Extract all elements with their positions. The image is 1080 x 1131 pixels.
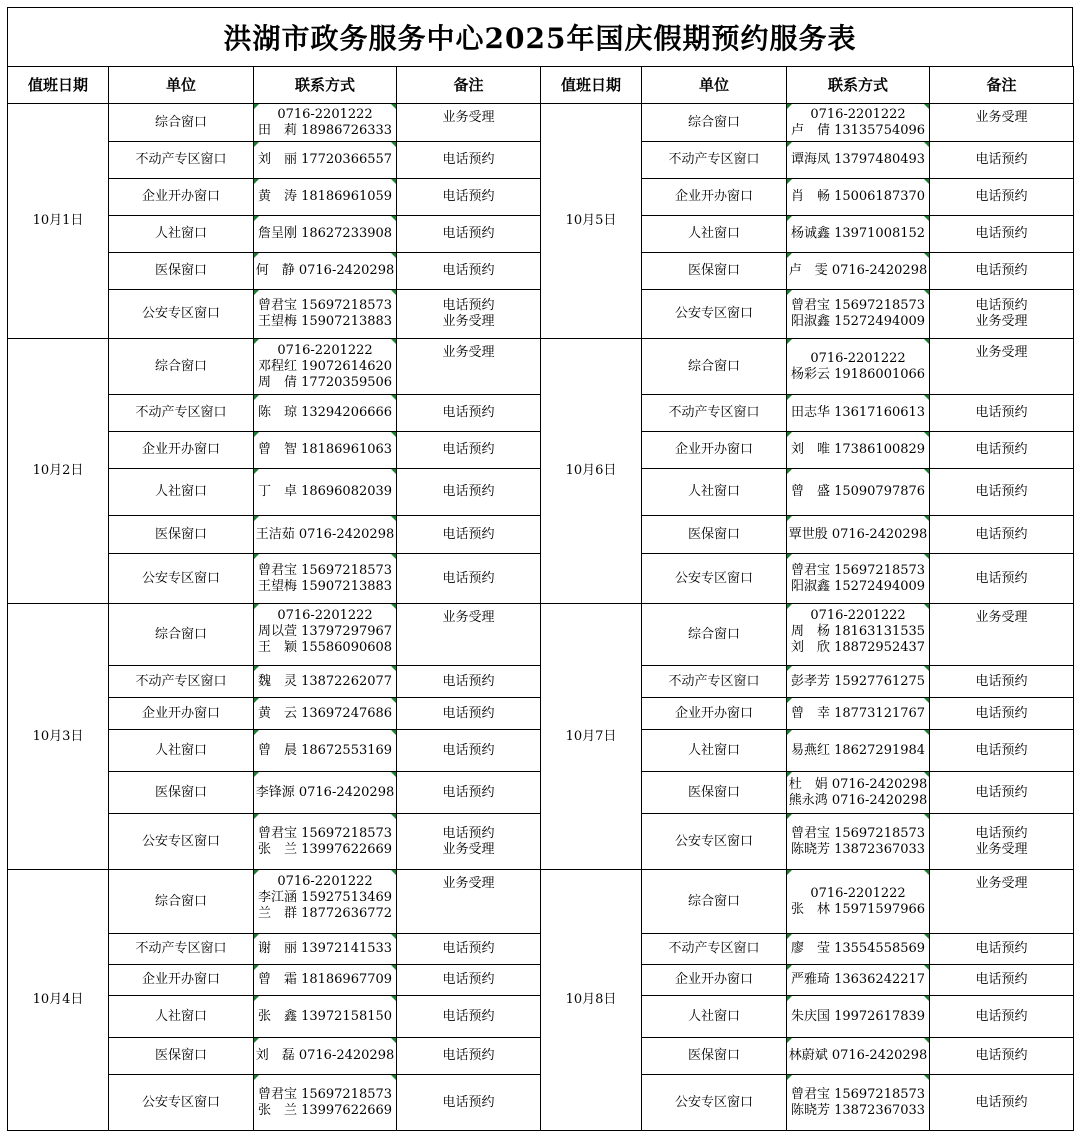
contact-info-line: 兰 群 18772636772 — [257, 906, 393, 921]
contact-info — [787, 814, 930, 870]
contact-info — [254, 395, 397, 432]
note-line: 电话预约 — [442, 1048, 495, 1063]
unit-name: 综合窗口 — [642, 104, 787, 142]
contact-info — [254, 934, 397, 965]
note-line: 电话预约 — [442, 263, 495, 278]
unit-name: 不动产专区窗口 — [109, 395, 254, 432]
note — [930, 339, 1074, 395]
note — [930, 216, 1074, 253]
note-line: 电话预约 — [975, 941, 1028, 956]
contact-info — [254, 996, 397, 1038]
unit-name: 综合窗口 — [109, 870, 254, 934]
contact-info-line: 0716-2201222 — [277, 343, 373, 358]
contact-info — [787, 516, 930, 554]
contact-info-line: 谢 丽 13972141533 — [257, 941, 393, 956]
contact-info-line: 陈 琼 13294206666 — [257, 405, 393, 420]
note — [397, 666, 541, 698]
note — [930, 253, 1074, 290]
duty-date: 10月6日 — [541, 339, 642, 604]
contact-info-line: 曾 智 18186961063 — [257, 442, 393, 457]
note-line: 电话预约 — [442, 405, 495, 420]
duty-date: 10月3日 — [8, 604, 109, 870]
note — [397, 965, 541, 996]
contact-info-line: 0716-2201222 — [810, 350, 906, 366]
contact-info — [787, 554, 930, 604]
contact-info-line: 彭孝芳 15927761275 — [790, 673, 926, 689]
contact-info-line: 曾君宝 15697218573 — [790, 298, 926, 313]
contact-info — [254, 516, 397, 554]
unit-name: 公安专区窗口 — [109, 554, 254, 604]
table-row — [8, 604, 1074, 666]
contact-info — [254, 814, 397, 870]
contact-info-line: 曾君宝 15697218573 — [257, 825, 393, 841]
note-line: 电话预约 — [442, 484, 495, 499]
note — [397, 996, 541, 1038]
contact-info-line: 严雅琦 13636242217 — [790, 972, 926, 987]
contact-info — [254, 698, 397, 730]
note-line: 电话预约 — [975, 570, 1028, 586]
unit-name: 公安专区窗口 — [642, 290, 787, 339]
note — [397, 516, 541, 554]
note — [397, 814, 541, 870]
note-line: 电话预约 — [442, 1008, 495, 1024]
unit-name: 企业开办窗口 — [109, 179, 254, 216]
contact-info-line: 李江涵 15927513469 — [257, 890, 393, 905]
contact-info — [254, 772, 397, 814]
note — [930, 432, 1074, 469]
contact-info-line: 刘 丽 17720366557 — [257, 152, 393, 167]
contact-info — [787, 1038, 930, 1075]
contact-info-line: 黄 涛 18186961059 — [257, 189, 393, 204]
unit-name: 企业开办窗口 — [109, 432, 254, 469]
unit-name: 企业开办窗口 — [642, 179, 787, 216]
note-line: 电话预约 — [975, 742, 1028, 758]
note-line: 电话预约 — [442, 152, 495, 167]
unit-name: 不动产专区窗口 — [642, 395, 787, 432]
unit-name: 公安专区窗口 — [642, 554, 787, 604]
note — [397, 253, 541, 290]
contact-info — [254, 1038, 397, 1075]
note-line: 电话预约 — [975, 705, 1028, 721]
note-line: 电话预约 — [975, 526, 1028, 542]
note-line: 电话预约 — [975, 405, 1028, 420]
page-title: 洪湖市政务服务中心2025年国庆假期预约服务表 — [7, 7, 1073, 66]
table-row — [8, 870, 1074, 934]
note — [397, 698, 541, 730]
note-line: 电话预约 — [975, 152, 1028, 167]
contact-info-line: 王洁茹 0716-2420298 — [255, 526, 395, 542]
note-line: 电话预约 — [442, 941, 495, 956]
contact-info-line: 肖 畅 15006187370 — [790, 189, 926, 204]
contact-info-line: 曾君宝 15697218573 — [257, 1086, 393, 1102]
contact-info — [787, 253, 930, 290]
header-contact: 联系方式 — [787, 67, 930, 104]
unit-name: 医保窗口 — [109, 253, 254, 290]
contact-info-line: 0716-2201222 — [810, 885, 906, 901]
contact-info-line: 曾君宝 15697218573 — [257, 298, 393, 313]
contact-info-line: 曾君宝 15697218573 — [790, 1086, 926, 1102]
note — [397, 469, 541, 516]
note — [397, 1075, 541, 1131]
duty-date: 10月4日 — [8, 870, 109, 1131]
note-line: 电话预约 — [442, 189, 495, 204]
unit-name: 不动产专区窗口 — [109, 666, 254, 698]
note — [397, 934, 541, 965]
note — [930, 1038, 1074, 1075]
contact-info-line: 张 兰 13997622669 — [257, 841, 393, 857]
contact-info — [787, 395, 930, 432]
contact-info — [787, 666, 930, 698]
note — [397, 216, 541, 253]
contact-info — [254, 1075, 397, 1131]
note-line: 电话预约 — [442, 972, 495, 987]
note — [397, 730, 541, 772]
contact-info-line: 0716-2201222 — [810, 608, 906, 623]
unit-name: 企业开办窗口 — [642, 965, 787, 996]
contact-info-line: 曾 盛 15090797876 — [790, 484, 926, 499]
contact-info-line: 田志华 13617160613 — [790, 405, 926, 420]
contact-info-line: 曾 晨 18672553169 — [257, 742, 393, 758]
note-line: 电话预约 — [442, 298, 495, 313]
duty-date: 10月5日 — [541, 104, 642, 339]
note — [930, 814, 1074, 870]
contact-info-line: 0716-2201222 — [810, 106, 906, 122]
contact-info-line: 杨诚鑫 13971008152 — [790, 226, 926, 241]
note-line: 电话预约 — [975, 1094, 1028, 1110]
note — [930, 179, 1074, 216]
table-row — [8, 339, 1074, 395]
note-line: 电话预约 — [975, 1048, 1028, 1063]
note — [397, 432, 541, 469]
contact-info — [787, 965, 930, 996]
note — [930, 395, 1074, 432]
header-note: 备注 — [397, 67, 541, 104]
contact-info — [787, 730, 930, 772]
contact-info — [787, 698, 930, 730]
header-row — [8, 67, 1074, 104]
contact-info-line: 熊永鸿 0716-2420298 — [788, 792, 928, 808]
unit-name: 公安专区窗口 — [642, 814, 787, 870]
contact-info-line: 阳淑鑫 15272494009 — [790, 314, 926, 329]
header-date: 值班日期 — [541, 67, 642, 104]
note-line: 业务受理 — [442, 314, 495, 329]
unit-name: 人社窗口 — [109, 216, 254, 253]
note — [397, 179, 541, 216]
note — [930, 870, 1074, 934]
note — [930, 516, 1074, 554]
note-line: 电话预约 — [975, 1008, 1028, 1024]
duty-date: 10月2日 — [8, 339, 109, 604]
unit-name: 人社窗口 — [642, 216, 787, 253]
contact-info-line: 覃世殷 0716-2420298 — [788, 526, 928, 542]
contact-info-line: 林蔚斌 0716-2420298 — [788, 1048, 928, 1063]
contact-info-line: 易燕红 18627291984 — [790, 742, 926, 758]
contact-info-line: 卢 雯 0716-2420298 — [788, 263, 928, 278]
note-line: 业务受理 — [975, 841, 1028, 857]
contact-info-line: 0716-2201222 — [277, 106, 373, 122]
contact-info — [254, 179, 397, 216]
note-line: 电话预约 — [975, 263, 1028, 278]
unit-name: 综合窗口 — [109, 604, 254, 666]
unit-name: 人社窗口 — [642, 730, 787, 772]
contact-info — [254, 432, 397, 469]
contact-info — [787, 772, 930, 814]
contact-info-line: 张 鑫 13972158150 — [257, 1008, 393, 1024]
contact-info — [787, 432, 930, 469]
contact-info — [787, 179, 930, 216]
contact-info-line: 张 兰 13997622669 — [257, 1102, 393, 1118]
note-line: 电话预约 — [442, 705, 495, 721]
note — [930, 1075, 1074, 1131]
unit-name: 公安专区窗口 — [109, 814, 254, 870]
contact-info — [254, 554, 397, 604]
contact-info-line: 阳淑鑫 15272494009 — [790, 578, 926, 594]
unit-name: 企业开办窗口 — [109, 698, 254, 730]
duty-date: 10月7日 — [541, 604, 642, 870]
note — [397, 290, 541, 339]
contact-info — [254, 666, 397, 698]
table-row — [8, 104, 1074, 142]
note — [397, 339, 541, 395]
note-line: 业务受理 — [442, 876, 495, 891]
contact-info — [254, 730, 397, 772]
unit-name: 不动产专区窗口 — [642, 666, 787, 698]
contact-info-line: 邓程红 19072614620 — [257, 359, 393, 374]
unit-name: 人社窗口 — [109, 996, 254, 1038]
unit-name: 综合窗口 — [642, 339, 787, 395]
schedule-sheet — [7, 7, 1073, 1131]
duty-date: 10月1日 — [8, 104, 109, 339]
contact-info-line: 陈晓芳 13872367033 — [790, 841, 926, 857]
contact-info — [787, 604, 930, 666]
unit-name: 人社窗口 — [642, 469, 787, 516]
header-date: 值班日期 — [8, 67, 109, 104]
contact-info-line: 丁 卓 18696082039 — [257, 484, 393, 499]
note — [397, 772, 541, 814]
unit-name: 医保窗口 — [109, 1038, 254, 1075]
note-line: 业务受理 — [975, 610, 1028, 625]
note-line: 电话预约 — [442, 226, 495, 241]
note-line: 电话预约 — [975, 298, 1028, 313]
contact-info-line: 黄 云 13697247686 — [257, 705, 393, 721]
note-line: 电话预约 — [975, 189, 1028, 204]
contact-info-line: 张 林 15971597966 — [790, 901, 926, 917]
contact-info — [787, 104, 930, 142]
unit-name: 综合窗口 — [642, 604, 787, 666]
note-line: 业务受理 — [442, 610, 495, 625]
note-line: 电话预约 — [442, 825, 495, 841]
unit-name: 人社窗口 — [642, 996, 787, 1038]
note — [930, 934, 1074, 965]
note — [930, 965, 1074, 996]
note — [397, 104, 541, 142]
unit-name: 医保窗口 — [642, 1038, 787, 1075]
note — [930, 142, 1074, 179]
contact-info — [254, 104, 397, 142]
note — [397, 604, 541, 666]
note — [930, 996, 1074, 1038]
contact-info — [787, 996, 930, 1038]
note-line: 电话预约 — [975, 825, 1028, 841]
note-line: 电话预约 — [442, 570, 495, 586]
note — [930, 698, 1074, 730]
note-line: 电话预约 — [975, 226, 1028, 241]
unit-name: 医保窗口 — [642, 516, 787, 554]
note — [930, 730, 1074, 772]
unit-name: 综合窗口 — [642, 870, 787, 934]
note-line: 电话预约 — [975, 784, 1028, 800]
unit-name: 公安专区窗口 — [109, 1075, 254, 1131]
note-line: 业务受理 — [975, 110, 1028, 125]
note-line: 电话预约 — [442, 742, 495, 758]
contact-info — [787, 870, 930, 934]
unit-name: 不动产专区窗口 — [642, 142, 787, 179]
contact-info-line: 周以萱 13797297967 — [257, 624, 393, 639]
header-unit: 单位 — [109, 67, 254, 104]
note-line: 业务受理 — [442, 841, 495, 857]
contact-info-line: 王望梅 15907213883 — [257, 578, 393, 594]
contact-info — [254, 469, 397, 516]
unit-name: 医保窗口 — [109, 772, 254, 814]
note — [930, 104, 1074, 142]
unit-name: 企业开办窗口 — [642, 698, 787, 730]
contact-info-line: 杜 娟 0716-2420298 — [788, 776, 928, 792]
contact-info — [254, 142, 397, 179]
unit-name: 人社窗口 — [109, 469, 254, 516]
unit-name: 不动产专区窗口 — [109, 934, 254, 965]
contact-info — [254, 870, 397, 934]
contact-info — [787, 469, 930, 516]
contact-info — [787, 216, 930, 253]
contact-info — [254, 290, 397, 339]
note-line: 业务受理 — [442, 110, 495, 125]
contact-info-line: 杨彩云 19186001066 — [790, 366, 926, 382]
contact-info-line: 刘 磊 0716-2420298 — [255, 1048, 395, 1063]
header-unit: 单位 — [642, 67, 787, 104]
contact-info-line: 曾君宝 15697218573 — [790, 562, 926, 578]
contact-info-line: 0716-2201222 — [277, 874, 373, 889]
note-line: 电话预约 — [975, 442, 1028, 457]
note-line: 电话预约 — [442, 673, 495, 689]
note — [930, 469, 1074, 516]
note — [930, 772, 1074, 814]
contact-info — [787, 1075, 930, 1131]
contact-info-line: 魏 灵 13872262077 — [257, 673, 393, 689]
contact-info-line: 廖 莹 13554558569 — [790, 941, 926, 956]
unit-name: 公安专区窗口 — [109, 290, 254, 339]
note — [930, 666, 1074, 698]
contact-info-line: 陈晓芳 13872367033 — [790, 1102, 926, 1118]
header-contact: 联系方式 — [254, 67, 397, 104]
note-line: 电话预约 — [442, 1094, 495, 1110]
unit-name: 不动产专区窗口 — [109, 142, 254, 179]
contact-info — [787, 934, 930, 965]
contact-info — [787, 339, 930, 395]
header-note: 备注 — [930, 67, 1074, 104]
contact-info-line: 李锋源 0716-2420298 — [255, 784, 395, 800]
note-line: 电话预约 — [442, 784, 495, 800]
contact-info — [254, 216, 397, 253]
schedule-table — [7, 66, 1074, 1131]
contact-info-line: 王望梅 15907213883 — [257, 314, 393, 329]
contact-info — [254, 253, 397, 290]
unit-name: 不动产专区窗口 — [642, 934, 787, 965]
note-line: 电话预约 — [442, 442, 495, 457]
note-line: 电话预约 — [442, 526, 495, 542]
contact-info-line: 周 杨 18163131535 — [790, 624, 926, 639]
contact-info-line: 曾君宝 15697218573 — [257, 562, 393, 578]
unit-name: 人社窗口 — [109, 730, 254, 772]
unit-name: 企业开办窗口 — [642, 432, 787, 469]
note — [930, 290, 1074, 339]
contact-info-line: 曾 幸 18773121767 — [790, 705, 926, 721]
unit-name: 企业开办窗口 — [109, 965, 254, 996]
note-line: 业务受理 — [975, 345, 1028, 360]
note-line: 业务受理 — [442, 345, 495, 360]
contact-info-line: 田 莉 18986726333 — [257, 122, 393, 138]
note-line: 业务受理 — [975, 876, 1028, 891]
note — [397, 395, 541, 432]
contact-info — [254, 965, 397, 996]
unit-name: 医保窗口 — [642, 772, 787, 814]
contact-info-line: 詹呈刚 18627233908 — [257, 226, 393, 241]
contact-info-line: 刘 欣 18872952437 — [790, 640, 926, 655]
note-line: 电话预约 — [975, 673, 1028, 689]
contact-info-line: 周 倩 17720359506 — [257, 375, 393, 390]
note-line: 电话预约 — [975, 484, 1028, 499]
note — [397, 142, 541, 179]
unit-name: 医保窗口 — [109, 516, 254, 554]
contact-info-line: 何 静 0716-2420298 — [255, 263, 395, 278]
contact-info-line: 刘 唯 17386100829 — [790, 442, 926, 457]
note-line: 业务受理 — [975, 314, 1028, 329]
note — [397, 870, 541, 934]
note — [930, 604, 1074, 666]
note — [397, 1038, 541, 1075]
contact-info — [787, 290, 930, 339]
unit-name: 医保窗口 — [642, 253, 787, 290]
contact-info-line: 曾君宝 15697218573 — [790, 825, 926, 841]
duty-date: 10月8日 — [541, 870, 642, 1131]
contact-info — [254, 339, 397, 395]
note — [397, 554, 541, 604]
unit-name: 公安专区窗口 — [642, 1075, 787, 1131]
note-line: 电话预约 — [975, 972, 1028, 987]
contact-info-line: 卢 倩 13135754096 — [790, 122, 926, 138]
unit-name: 综合窗口 — [109, 104, 254, 142]
contact-info-line: 曾 霜 18186967709 — [257, 972, 393, 987]
contact-info — [787, 142, 930, 179]
contact-info — [254, 604, 397, 666]
contact-info-line: 朱庆国 19972617839 — [790, 1008, 926, 1024]
unit-name: 综合窗口 — [109, 339, 254, 395]
contact-info-line: 谭海凤 13797480493 — [790, 152, 926, 167]
contact-info-line: 0716-2201222 — [277, 608, 373, 623]
note — [930, 554, 1074, 604]
contact-info-line: 王 颖 15586090608 — [257, 640, 393, 655]
